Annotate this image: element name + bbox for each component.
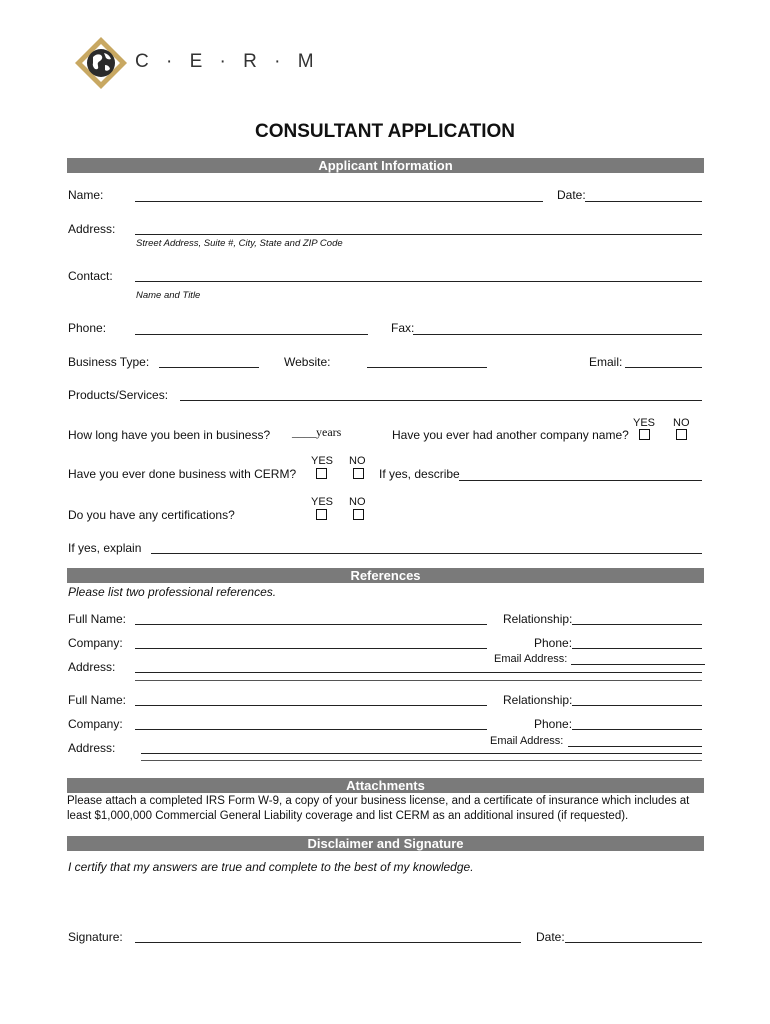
fax-field[interactable] bbox=[413, 334, 702, 335]
ref2-relationship-field[interactable] bbox=[572, 705, 702, 706]
other-name-label: Have you ever had another company name? bbox=[392, 428, 629, 442]
ref1-full-name-field[interactable] bbox=[135, 624, 487, 625]
products-services-field[interactable] bbox=[180, 400, 702, 401]
explain-field[interactable] bbox=[151, 553, 702, 554]
other-name-yes-label: YES bbox=[633, 417, 656, 429]
section-applicant-information: Applicant Information bbox=[67, 158, 704, 173]
cerm-business-yes-label: YES bbox=[311, 455, 334, 467]
ref2-address-line2[interactable] bbox=[141, 760, 702, 761]
ref2-company-field[interactable] bbox=[135, 729, 487, 730]
contact-hint: Name and Title bbox=[136, 290, 201, 301]
certifications-label: Do you have any certifications? bbox=[68, 508, 235, 522]
other-name-yes-checkbox[interactable] bbox=[639, 429, 650, 440]
signature-date-field[interactable] bbox=[565, 942, 702, 943]
cerm-logo bbox=[73, 35, 129, 94]
ref2-address-field[interactable] bbox=[141, 753, 702, 754]
globe-diamond-icon bbox=[73, 35, 129, 91]
cerm-business-no-checkbox[interactable] bbox=[353, 468, 364, 479]
phone-label: Phone: bbox=[68, 321, 107, 335]
address-hint: Street Address, Suite #, City, State and ZIP Code bbox=[136, 238, 343, 249]
how-long-label: How long have you been in business? bbox=[68, 428, 271, 442]
logo-text: C · E · R · M bbox=[135, 51, 320, 72]
certifications-yes-label: YES bbox=[311, 496, 334, 508]
other-name-no-label: NO bbox=[673, 417, 690, 429]
references-instructions: Please list two professional references. bbox=[68, 585, 277, 599]
products-services-label: Products/Services: bbox=[68, 388, 169, 402]
other-name-no-checkbox[interactable] bbox=[676, 429, 687, 440]
ref1-email-label: Email Address: bbox=[494, 653, 568, 665]
ref1-full-name-label: Full Name: bbox=[68, 612, 127, 626]
contact-label: Contact: bbox=[68, 269, 113, 283]
ref2-company-label: Company: bbox=[68, 717, 123, 731]
ref1-email-field[interactable] bbox=[571, 664, 705, 665]
website-label: Website: bbox=[284, 355, 331, 369]
date-label: Date: bbox=[557, 188, 586, 202]
ref2-address-label: Address: bbox=[68, 741, 116, 755]
ref1-address-field[interactable] bbox=[135, 672, 702, 673]
ref2-full-name-label: Full Name: bbox=[68, 693, 127, 707]
fax-label: Fax: bbox=[391, 321, 415, 335]
disclaimer-text: I certify that my answers are true and complete to the best of my knowledge. bbox=[68, 860, 474, 874]
section-attachments: Attachments bbox=[67, 778, 704, 793]
ref1-relationship-label: Relationship: bbox=[503, 612, 573, 626]
ref2-full-name-field[interactable] bbox=[135, 705, 487, 706]
certifications-yes-checkbox[interactable] bbox=[316, 509, 327, 520]
contact-field[interactable] bbox=[135, 281, 702, 282]
name-label: Name: bbox=[68, 188, 104, 202]
describe-field[interactable] bbox=[459, 480, 702, 481]
ref1-relationship-field[interactable] bbox=[572, 624, 702, 625]
ref1-address-label: Address: bbox=[68, 660, 116, 674]
ref2-email-field[interactable] bbox=[568, 746, 702, 747]
ref2-email-label: Email Address: bbox=[490, 735, 564, 747]
date-field[interactable] bbox=[585, 201, 702, 202]
signature-date-label: Date: bbox=[536, 930, 565, 944]
ref2-relationship-label: Relationship: bbox=[503, 693, 573, 707]
section-disclaimer: Disclaimer and Signature bbox=[67, 836, 704, 851]
certifications-no-checkbox[interactable] bbox=[353, 509, 364, 520]
ref2-phone-field[interactable] bbox=[572, 729, 702, 730]
website-field[interactable] bbox=[367, 367, 487, 368]
signature-label: Signature: bbox=[68, 930, 123, 944]
name-field[interactable] bbox=[135, 201, 543, 202]
business-type-label: Business Type: bbox=[68, 355, 150, 369]
attachments-text: Please attach a completed IRS Form W-9, a copy of your business license, and a certificate of insurance which includes at least $1,000,000 Commercial General Liability coverage and list CERM as an additional insured (if requested). bbox=[67, 795, 690, 822]
certifications-no-label: NO bbox=[349, 496, 366, 508]
cerm-business-yes-checkbox[interactable] bbox=[316, 468, 327, 479]
email-field[interactable] bbox=[625, 367, 702, 368]
section-references: References bbox=[67, 568, 704, 583]
ref1-address-line2[interactable] bbox=[135, 680, 702, 681]
cerm-business-label: Have you ever done business with CERM? bbox=[68, 467, 297, 481]
page-title: CONSULTANT APPLICATION bbox=[255, 121, 515, 142]
ref1-phone-field[interactable] bbox=[572, 648, 702, 649]
address-field[interactable] bbox=[135, 234, 702, 235]
business-type-field[interactable] bbox=[159, 367, 259, 368]
if-yes-describe-label: If yes, describe bbox=[379, 467, 460, 481]
address-label: Address: bbox=[68, 222, 116, 236]
email-label: Email: bbox=[589, 355, 623, 369]
cerm-business-no-label: NO bbox=[349, 455, 366, 467]
years-field[interactable]: ____years bbox=[292, 425, 342, 439]
ref1-phone-label: Phone: bbox=[534, 636, 573, 650]
if-yes-explain-label: If yes, explain bbox=[68, 541, 142, 555]
ref1-company-label: Company: bbox=[68, 636, 123, 650]
ref2-phone-label: Phone: bbox=[534, 717, 573, 731]
ref1-company-field[interactable] bbox=[135, 648, 487, 649]
signature-field[interactable] bbox=[135, 942, 521, 943]
phone-field[interactable] bbox=[135, 334, 368, 335]
